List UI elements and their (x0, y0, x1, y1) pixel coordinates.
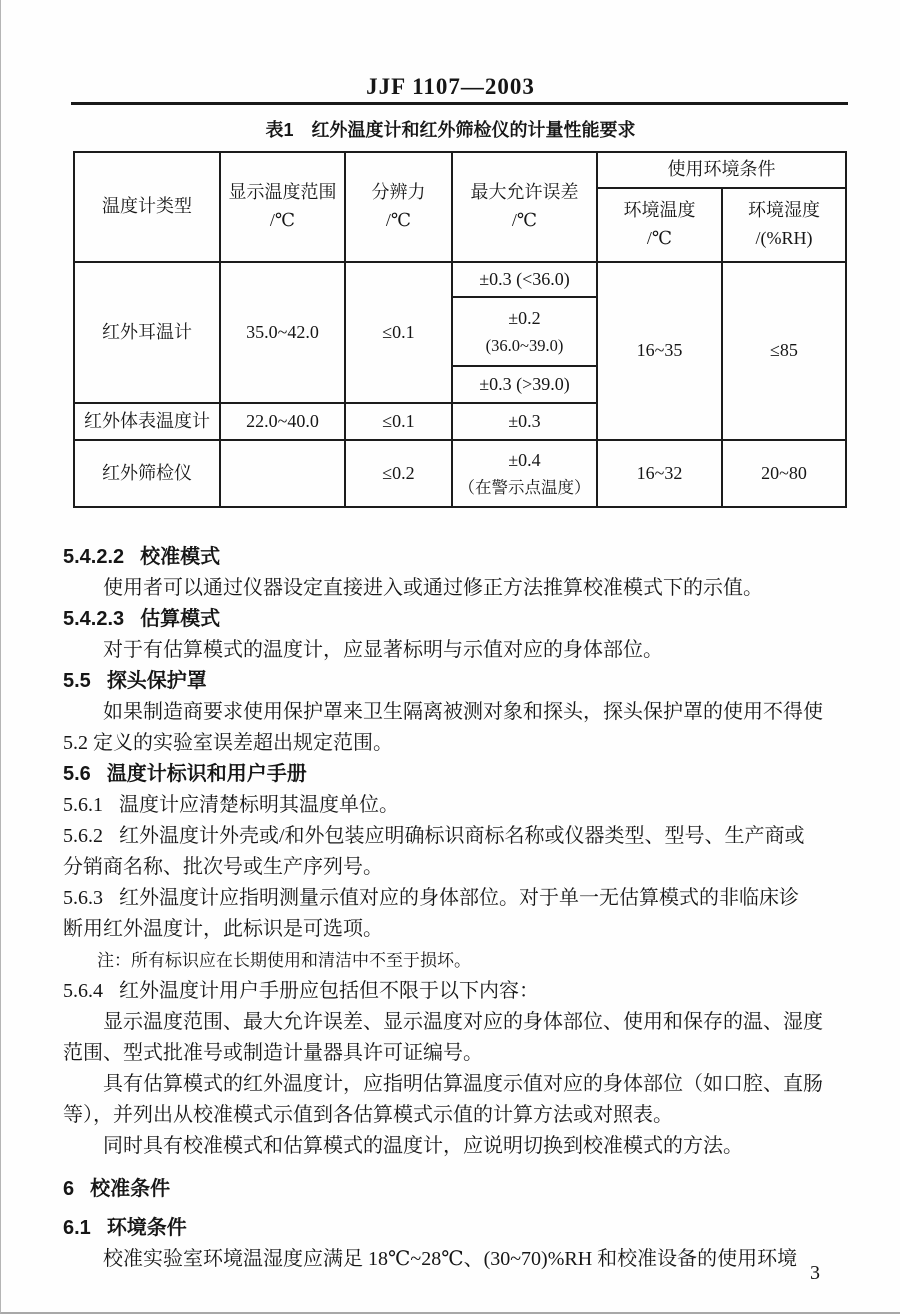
paragraph-text: 红外温度计外壳或/和外包装应明确标识商标名称或仪器类型、型号、生产商或 (119, 825, 805, 847)
spec-table (73, 151, 847, 508)
paragraph-text: 5.2 定义的实验室误差超出规定范围。 (63, 732, 393, 754)
paragraph-line (63, 1100, 845, 1131)
th-env-conditions-label: 使用环境条件 (667, 159, 776, 180)
th-env-conditions (597, 152, 846, 188)
th-env-temp-label: 环境温度 (623, 200, 696, 221)
paragraph-line (63, 635, 845, 666)
th-display-range-label: 显示温度范围 (228, 182, 337, 203)
cell-ear-mpe-low: ±0.3 (<36.0) (452, 262, 597, 297)
cell-screener-resolution: ≤0.2 (345, 440, 452, 507)
cell-screener-mpe-note: （在警示点温度） (458, 477, 591, 497)
paragraph-text: 校准实验室环境温湿度应满足 18℃~28℃、(30~70)%RH 和校准设备的使用环境 (103, 1248, 798, 1270)
clause-5-6-3-line (63, 883, 845, 914)
clause-number: 5.6.2 (63, 825, 103, 847)
paragraph-line (63, 1069, 845, 1100)
th-resolution-unit: /℃ (385, 210, 412, 230)
paragraph-text: 温度计应清楚标明其温度单位。 (119, 794, 399, 816)
paragraph-text: 断用红外温度计，此标识是可选项。 (63, 918, 383, 940)
cell-ear-mpe-mid-range: (36.0~39.0) (485, 335, 564, 355)
th-env-temp-unit: /℃ (646, 228, 673, 248)
clause-heading-text: 温度计标识和用户手册 (106, 763, 307, 785)
th-thermometer-type-label: 温度计类型 (102, 196, 192, 217)
clause-number: 5.6.4 (63, 980, 103, 1002)
cell-screener-mpe (452, 440, 597, 507)
paragraph-text: 显示温度范围、最大允许误差、显示温度对应的身体部位、使用和保存的温、湿度 (103, 1011, 823, 1033)
clause-5-6-1-line (63, 790, 845, 821)
clause-5-5-heading (63, 666, 845, 697)
cell-screener-mpe-value: ±0.4 (508, 449, 541, 470)
page-number: 3 (810, 1262, 820, 1284)
doc-code: JJF 1107—2003 (366, 74, 535, 99)
cell-bodysurface-resolution: ≤0.1 (345, 403, 452, 440)
paragraph-line (63, 573, 845, 604)
paragraph-text: 等），并列出从校准模式示值到各估算模式示值的计算方法或对照表。 (63, 1104, 673, 1126)
paragraph-text: 对于有估算模式的温度计，应显著标明与示值对应的身体部位。 (103, 639, 663, 661)
clause-5-6-2-line (63, 821, 845, 852)
cell-screener-type: 红外筛检仪 (74, 440, 220, 507)
cell-bodysurface-range: 22.0~40.0 (220, 403, 345, 440)
clause-5-6-4-line (63, 976, 845, 1007)
clause-number: 5.6 (63, 763, 91, 785)
th-mpe-unit: /℃ (511, 210, 538, 230)
header-rule (71, 102, 848, 105)
clause-number: 5.4.2.2 (63, 546, 125, 568)
paragraph-text: 红外温度计应指明测量示值对应的身体部位。对于单一无估算模式的非临床诊 (119, 887, 799, 909)
th-mpe-label: 最大允许误差 (470, 182, 579, 203)
paragraph-line (63, 697, 845, 728)
th-thermometer-type (74, 152, 220, 262)
clause-number: 5.4.2.3 (63, 608, 125, 630)
cell-bodysurface-mpe: ±0.3 (452, 403, 597, 440)
section-heading-text: 校准条件 (90, 1178, 171, 1200)
th-env-humidity-label: 环境湿度 (748, 200, 820, 221)
paragraph-line (63, 1038, 845, 1069)
paragraph-text: 范围、型式批准号或制造计量器具许可证编号。 (63, 1042, 483, 1064)
paragraph-line (63, 1244, 845, 1275)
th-resolution (345, 152, 452, 262)
paragraph-text: 如果制造商要求使用保护罩来卫生隔离被测对象和探头，探头保护罩的使用不得使 (103, 701, 823, 723)
th-env-humidity-unit: /(%RH) (755, 228, 813, 248)
paragraph-text: 具有估算模式的红外温度计，应指明估算温度示值对应的身体部位（如口腔、直肠 (103, 1073, 823, 1095)
clause-number: 5.5 (63, 670, 91, 692)
table-title: 表1 红外温度计和红外筛检仪的计量性能要求 (265, 120, 636, 140)
cell-bodysurface-type: 红外体表温度计 (74, 403, 220, 440)
cell-ear-range: 35.0~42.0 (220, 262, 345, 403)
paragraph-text: 红外温度计用户手册应包括但不限于以下内容： (119, 980, 539, 1002)
th-display-range (220, 152, 345, 262)
cell-ear-type: 红外耳温计 (74, 262, 220, 403)
paragraph-line (63, 1007, 845, 1038)
note-line (63, 945, 845, 976)
clause-heading-text: 探头保护罩 (106, 670, 207, 692)
cell-screener-env-humidity: 20~80 (722, 440, 846, 507)
section-number: 6 (63, 1178, 75, 1200)
cell-screener-range (220, 440, 345, 507)
th-env-temp (597, 188, 722, 262)
cell-ear-mpe-mid-value: ±0.2 (508, 307, 541, 328)
clause-number: 6.1 (63, 1217, 91, 1239)
cell-ear-mpe-high: ±0.3 (>39.0) (452, 366, 597, 403)
cell-ear-env-temp: 16~35 (597, 262, 722, 440)
th-resolution-label: 分辨力 (371, 182, 426, 203)
th-display-range-unit: /℃ (269, 210, 296, 230)
cell-screener-env-temp: 16~32 (597, 440, 722, 507)
clause-5-4-2-2-heading (63, 542, 845, 573)
note-text: 注：所有标识应在长期使用和清洁中不至于损坏。 (97, 951, 471, 970)
th-env-humidity (722, 188, 846, 262)
clause-number: 5.6.1 (63, 794, 103, 816)
paragraph-text: 同时具有校准模式和估算模式的温度计，应说明切换到校准模式的方法。 (103, 1135, 743, 1157)
cell-ear-resolution: ≤0.1 (345, 262, 452, 403)
paragraph-text: 分销商名称、批次号或生产序列号。 (63, 856, 383, 878)
clause-5-4-2-3-heading (63, 604, 845, 635)
clause-heading-text: 估算模式 (140, 608, 221, 630)
cell-ear-env-humidity: ≤85 (722, 262, 846, 440)
cell-ear-mpe-mid (452, 297, 597, 366)
clause-heading-text: 校准模式 (140, 546, 221, 568)
paragraph-line (63, 728, 845, 759)
paragraph-text: 使用者可以通过仪器设定直接进入或通过修正方法推算校准模式下的示值。 (103, 577, 763, 599)
paragraph-line (63, 852, 845, 883)
paragraph-line (63, 914, 845, 945)
clause-6-1-heading (63, 1213, 845, 1244)
section-6-heading (63, 1174, 845, 1205)
paragraph-line (63, 1131, 845, 1162)
clause-number: 5.6.3 (63, 887, 103, 909)
th-mpe (452, 152, 597, 262)
clause-heading-text: 环境条件 (106, 1217, 187, 1239)
clause-5-6-heading (63, 759, 845, 790)
body-content (1, 542, 900, 1275)
